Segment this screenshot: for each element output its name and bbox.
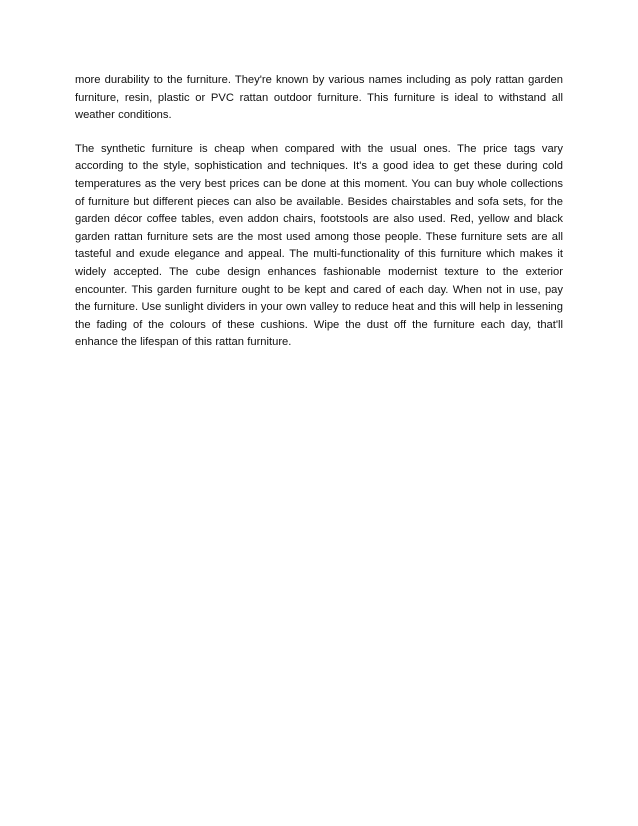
document-body (75, 72, 563, 352)
paragraph-2: The synthetic furniture is cheap when compared with the usual ones. The price tags vary according to the style, sophistication and techniques. It's a good idea to get these during cold temperatures as the very best prices can be done at this moment. You can buy whole collections of furniture but different pieces can also be available. Besides chairstables and sofa sets, for the garden décor coffee tables, even addon chairs, footstools are also used. Red, yellow and black garden rattan furniture sets are the most used among those people. These furniture sets are all tasteful and exude elegance and appeal. The multi-functionality of this furniture which makes it widely accepted. The cube design enhances fashionable modernist texture to the exterior encounter. This garden furniture ought to be kept and cared of each day. When not in use, pay the furniture. Use sunlight dividers in your own valley to reduce heat and this will help in lessening the fading of the colours of these cushions. Wipe the dust off the furniture each day, that'll enhance the lifespan of this rattan furniture. (75, 142, 563, 349)
paragraph-1: more durability to the furniture. They're known by various names including as poly rattan garden furniture, resin, plastic or PVC rattan outdoor furniture. This furniture is ideal to withstand all weather conditions. (75, 74, 563, 122)
